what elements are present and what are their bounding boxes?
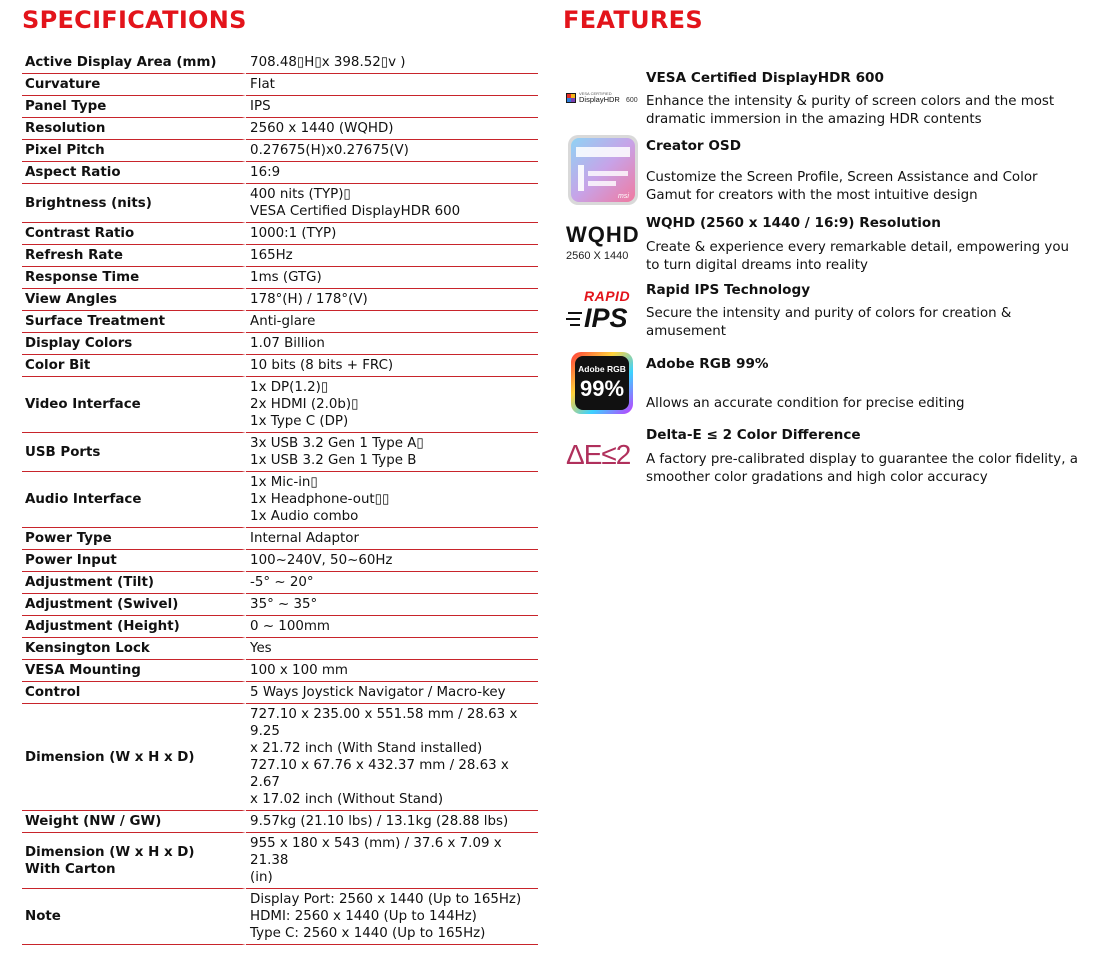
spec-value — [246, 660, 538, 682]
spec-value — [246, 74, 538, 96]
spec-value — [246, 355, 538, 377]
displayhdr-600-logo-icon — [566, 88, 640, 108]
spec-value-line: 9.57kg (21.10 lbs) / 13.1kg (28.88 lbs) — [250, 814, 509, 829]
wqhd-big-text: WQHD — [566, 222, 640, 247]
spec-row — [22, 616, 538, 638]
spec-label: Surface Treatment — [22, 311, 246, 333]
spec-label: Refresh Rate — [22, 245, 246, 267]
spec-label: Note — [22, 889, 246, 945]
spec-row — [22, 682, 538, 704]
spec-value-line: 0 ~ 100mm — [250, 619, 330, 634]
spec-row — [22, 377, 538, 433]
spec-label: VESA Mounting — [22, 660, 246, 682]
spec-label: Power Type — [22, 528, 246, 550]
spec-label: Dimension (W x H x D) With Carton — [22, 833, 246, 889]
feature-title: Rapid IPS Technology — [646, 282, 811, 298]
spec-row — [22, 311, 538, 333]
feature-title: WQHD (2560 x 1440 / 16:9) Resolution — [646, 215, 941, 231]
spec-value-line: 1ms (GTG) — [250, 270, 322, 285]
spec-value-line: 1x Audio combo — [250, 509, 359, 524]
spec-row — [22, 638, 538, 660]
spec-value-line: 0.27675(H)x0.27675(V) — [250, 143, 409, 158]
msi-brand-text: msi — [618, 193, 629, 200]
spec-value — [246, 267, 538, 289]
spec-row — [22, 74, 538, 96]
spec-row — [22, 333, 538, 355]
spec-label: Curvature — [22, 74, 246, 96]
spec-value-line: 1.07 Billion — [250, 336, 325, 351]
spec-value — [246, 704, 538, 811]
spec-label: Brightness (nits) — [22, 184, 246, 223]
spec-label: Display Colors — [22, 333, 246, 355]
displayhdr-num-text: 600 — [626, 97, 638, 104]
spec-label: Adjustment (Tilt) — [22, 572, 246, 594]
spec-row — [22, 118, 538, 140]
spec-value — [246, 162, 538, 184]
spec-row — [22, 889, 538, 945]
feature-description: Customize the Screen Profile, Screen Assistance and Color Gamut for creators with the most intuitive design — [646, 170, 1038, 203]
spec-row — [22, 433, 538, 472]
spec-label: Aspect Ratio — [22, 162, 246, 184]
spec-value-line: Yes — [250, 641, 272, 656]
spec-value — [246, 889, 538, 945]
spec-value-line: VESA Certified DisplayHDR 600 — [250, 204, 461, 219]
creator-osd-icon — [566, 135, 640, 207]
spec-label: Resolution — [22, 118, 246, 140]
spec-value — [246, 433, 538, 472]
spec-row — [22, 245, 538, 267]
spec-value-line: (in) — [250, 870, 273, 885]
spec-label: Contrast Ratio — [22, 223, 246, 245]
spec-value-line: 955 x 180 x 543 (mm) / 37.6 x 7.09 x 21.38 — [250, 836, 502, 868]
spec-label: Panel Type — [22, 96, 246, 118]
feature-title: Creator OSD — [646, 138, 741, 154]
spec-row — [22, 184, 538, 223]
feature-description: Enhance the intensity & purity of screen colors and the most dramatic immersion in the amazing HDR contents — [646, 94, 1055, 127]
spec-value-line: 10 bits (8 bits + FRC) — [250, 358, 394, 373]
spec-row — [22, 704, 538, 811]
feature-title: Delta-E ≤ 2 Color Difference — [646, 427, 861, 443]
spec-row — [22, 267, 538, 289]
spec-label: Power Input — [22, 550, 246, 572]
spec-row — [22, 550, 538, 572]
spec-row — [22, 52, 538, 74]
spec-value-line: HDMI: 2560 x 1440 (Up to 144Hz) — [250, 909, 477, 924]
specifications-heading: SPECIFICATIONS — [22, 6, 247, 34]
spec-value-line: Anti-glare — [250, 314, 316, 329]
adobe-rgb-99-badge-icon — [566, 352, 640, 414]
spec-value-line: 165Hz — [250, 248, 293, 263]
spec-value-line: Flat — [250, 77, 275, 92]
spec-label: Kensington Lock — [22, 638, 246, 660]
spec-label: Pixel Pitch — [22, 140, 246, 162]
spec-value — [246, 811, 538, 833]
spec-value-line: 3x USB 3.2 Gen 1 Type A▯ — [250, 436, 424, 451]
feature-title: VESA Certified DisplayHDR 600 — [646, 70, 884, 86]
rapid-ips-logo-icon — [566, 289, 640, 333]
spec-label: Audio Interface — [22, 472, 246, 528]
spec-row — [22, 594, 538, 616]
wqhd-logo-icon — [566, 223, 640, 269]
displayhdr-small-text: VESA CERTIFIED — [579, 91, 612, 96]
spec-value-line: 1x Headphone-out▯▯ — [250, 492, 390, 507]
spec-value — [246, 472, 538, 528]
spec-value — [246, 616, 538, 638]
spec-row — [22, 811, 538, 833]
spec-label: Response Time — [22, 267, 246, 289]
feature-description: Secure the intensity and purity of colors for creation & amusement — [646, 306, 1012, 339]
spec-row — [22, 96, 538, 118]
spec-label: Adjustment (Swivel) — [22, 594, 246, 616]
ips-text: IPS — [584, 303, 628, 333]
spec-value — [246, 118, 538, 140]
spec-value — [246, 528, 538, 550]
spec-value-line: -5° ~ 20° — [250, 575, 314, 590]
spec-value — [246, 833, 538, 889]
spec-value — [246, 96, 538, 118]
spec-row — [22, 162, 538, 184]
spec-value-line: 1x USB 3.2 Gen 1 Type B — [250, 453, 417, 468]
specifications-table — [22, 52, 538, 945]
spec-value — [246, 377, 538, 433]
spec-value-line: 708.48▯H▯x 398.52▯v ) — [250, 55, 406, 70]
spec-label: Adjustment (Height) — [22, 616, 246, 638]
spec-row — [22, 660, 538, 682]
spec-value-line: 178°(H) / 178°(V) — [250, 292, 368, 307]
spec-value — [246, 550, 538, 572]
spec-row — [22, 289, 538, 311]
spec-label: USB Ports — [22, 433, 246, 472]
spec-value — [246, 52, 538, 74]
spec-value-line: Display Port: 2560 x 1440 (Up to 165Hz) — [250, 892, 522, 907]
spec-value-line: x 21.72 inch (With Stand installed) — [250, 741, 483, 756]
spec-value-line: 2560 x 1440 (WQHD) — [250, 121, 394, 136]
feature-description: A factory pre-calibrated display to guarantee the color fidelity, a smoother color gradations and high color accuracy — [646, 452, 1078, 485]
spec-label: Dimension (W x H x D) — [22, 704, 246, 811]
spec-value-line: 2x HDMI (2.0b)▯ — [250, 397, 359, 412]
spec-value-line: 1x DP(1.2)▯ — [250, 380, 329, 395]
spec-row — [22, 572, 538, 594]
spec-value — [246, 140, 538, 162]
spec-row — [22, 528, 538, 550]
spec-value-line: 100 x 100 mm — [250, 663, 348, 678]
spec-row — [22, 833, 538, 889]
spec-row — [22, 223, 538, 245]
spec-label: Color Bit — [22, 355, 246, 377]
spec-value — [246, 311, 538, 333]
spec-value — [246, 245, 538, 267]
spec-row — [22, 355, 538, 377]
wqhd-small-text: 2560 X 1440 — [566, 250, 629, 262]
spec-value-line: Type C: 2560 x 1440 (Up to 165Hz) — [250, 926, 486, 941]
spec-value — [246, 682, 538, 704]
spec-value-line: 727.10 x 67.76 x 432.37 mm / 28.63 x 2.67 — [250, 758, 509, 790]
spec-value — [246, 289, 538, 311]
spec-value-line: 35° ~ 35° — [250, 597, 318, 612]
delta-e-glyph: ΔE≤2 — [566, 439, 631, 470]
spec-value-line: 1000:1 (TYP) — [250, 226, 337, 241]
spec-value — [246, 594, 538, 616]
adobe-rgb-label: Adobe RGB — [578, 364, 626, 374]
features-heading: FEATURES — [563, 6, 703, 34]
spec-value-line: x 17.02 inch (Without Stand) — [250, 792, 444, 807]
spec-row — [22, 140, 538, 162]
spec-row — [22, 472, 538, 528]
spec-value-line: 400 nits (TYP)▯ — [250, 187, 351, 202]
delta-e-logo-icon — [566, 440, 640, 472]
feature-description: Allows an accurate condition for precise editing — [646, 396, 965, 411]
spec-value-line: 1x Type C (DP) — [250, 414, 349, 429]
spec-value — [246, 333, 538, 355]
spec-value-line: Internal Adaptor — [250, 531, 359, 546]
spec-label: Weight (NW / GW) — [22, 811, 246, 833]
spec-value — [246, 184, 538, 223]
spec-value-line: IPS — [250, 99, 271, 114]
adobe-rgb-percent: 99% — [579, 376, 625, 401]
spec-label: Control — [22, 682, 246, 704]
feature-description: Create & experience every remarkable detail, empowering you to turn digital dreams into reality — [646, 240, 1070, 273]
spec-value-line: 5 Ways Joystick Navigator / Macro-key — [250, 685, 506, 700]
spec-label: View Angles — [22, 289, 246, 311]
spec-value-line: 100~240V, 50~60Hz — [250, 553, 393, 568]
spec-value-line: 16:9 — [250, 165, 281, 180]
spec-label: Video Interface — [22, 377, 246, 433]
spec-value-line: 1x Mic-in▯ — [250, 475, 318, 490]
spec-label: Active Display Area (mm) — [22, 52, 246, 74]
spec-value-line: 727.10 x 235.00 x 551.58 mm / 28.63 x 9.25 — [250, 707, 518, 739]
displayhdr-brand-text: DisplayHDR — [579, 95, 620, 104]
spec-value — [246, 223, 538, 245]
spec-value — [246, 638, 538, 660]
rapid-text: RAPID — [584, 288, 631, 304]
feature-title: Adobe RGB 99% — [646, 356, 769, 372]
spec-value — [246, 572, 538, 594]
